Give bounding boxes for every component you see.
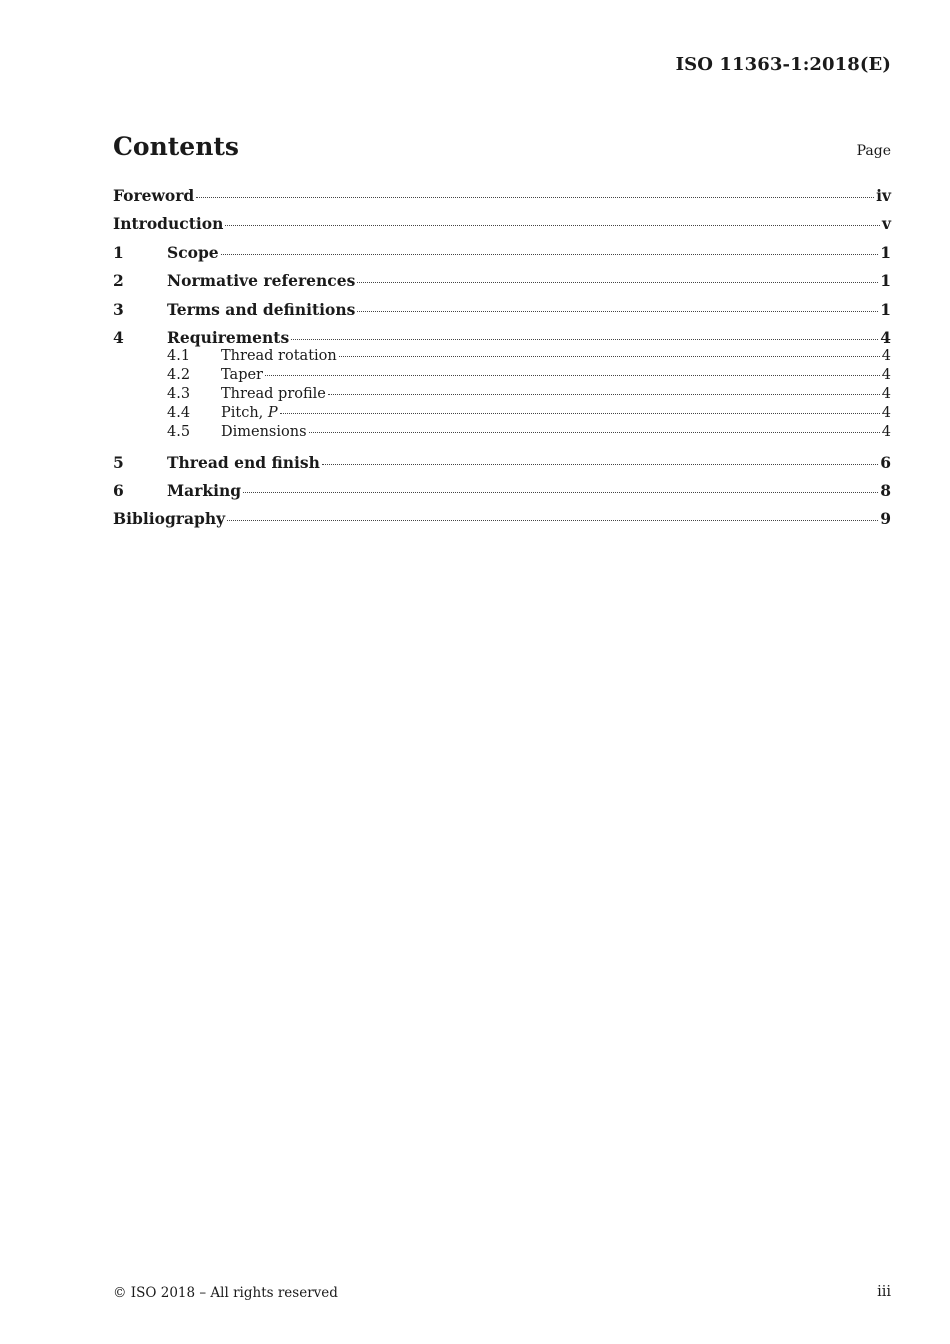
toc-entry-title: Taper [221, 367, 263, 383]
footer-page-number: iii [877, 1284, 891, 1300]
toc-entry-title: Bibliography [113, 509, 226, 528]
dot-leader [280, 413, 880, 414]
toc-entry-title: Thread profile [221, 386, 326, 402]
toc-entry-page: v [881, 214, 891, 233]
toc-entry-number: 4.2 [167, 367, 191, 383]
footer-copyright: © ISO 2018 – All rights reserved [113, 1285, 338, 1301]
toc-entry-title: Dimensions [221, 424, 307, 440]
contents-title: Contents [113, 132, 240, 161]
dot-leader [243, 492, 878, 493]
dot-leader [339, 356, 880, 357]
toc-entry-bibliography[interactable] [113, 509, 891, 528]
toc-entry-page: 4 [881, 348, 891, 364]
toc-entry-number: 2 [113, 271, 124, 290]
toc-entry-number: 4.5 [167, 424, 191, 440]
dot-leader [227, 520, 878, 521]
toc-entry-number: 4.4 [167, 405, 191, 421]
toc-entry-thread-rotation[interactable] [113, 348, 891, 364]
toc-entry-title: Normative references [167, 271, 356, 290]
toc-entry-thread-end-finish[interactable] [113, 453, 891, 472]
toc-entry-title: Thread rotation [221, 348, 337, 364]
toc-entry-number: 4.1 [167, 348, 191, 364]
toc-entry-normative-references[interactable] [113, 271, 891, 290]
toc-entry-dimensions[interactable] [113, 424, 891, 440]
toc-entry-page: 1 [880, 271, 891, 290]
dot-leader [357, 311, 878, 312]
toc-entry-page: 4 [880, 328, 891, 347]
dot-leader [357, 282, 878, 283]
toc-entry-title: Foreword [113, 186, 195, 205]
toc-entry-page: 6 [880, 453, 891, 472]
toc-entry-requirements[interactable] [113, 328, 891, 347]
toc-entry-title: Thread end finish [167, 453, 320, 472]
toc-entry-pitch[interactable] [113, 405, 891, 421]
toc-entry-title: Marking [167, 481, 242, 500]
toc-entry-taper[interactable] [113, 367, 891, 383]
page-column-label: Page [856, 143, 891, 159]
pitch-symbol: P [267, 405, 278, 421]
dot-leader [221, 254, 879, 255]
dot-leader [196, 197, 874, 198]
toc-entry-number: 1 [113, 243, 124, 262]
toc-entry-page: 4 [881, 405, 891, 421]
toc-entry-title: Terms and definitions [167, 300, 356, 319]
toc-entry-number: 5 [113, 453, 124, 472]
dot-leader [322, 464, 878, 465]
toc-entry-page: 9 [880, 509, 891, 528]
toc-entry-page: 1 [880, 243, 891, 262]
document-id: ISO 11363-1:2018(E) [675, 54, 891, 75]
toc-entry-title: Introduction [113, 214, 224, 233]
toc-entry-title: Requirements [167, 328, 290, 347]
toc-entry-page: 1 [880, 300, 891, 319]
toc-entry-number: 4.3 [167, 386, 191, 402]
toc-entry-page: 4 [881, 386, 891, 402]
toc-entry-title [221, 405, 278, 421]
toc-entry-page: 8 [880, 481, 891, 500]
toc-entry-introduction[interactable] [113, 214, 891, 233]
dot-leader [225, 225, 880, 226]
dot-leader [309, 432, 880, 433]
toc-entry-page: 4 [881, 424, 891, 440]
toc-entry-title: Scope [167, 243, 219, 262]
toc-entry-page: 4 [881, 367, 891, 383]
toc-entry-foreword[interactable] [113, 186, 891, 205]
toc-entry-page: iv [876, 186, 891, 205]
toc-entry-number: 3 [113, 300, 124, 319]
toc-entry-scope[interactable] [113, 243, 891, 262]
dot-leader [291, 339, 878, 340]
toc-entry-number: 4 [113, 328, 124, 347]
toc-entry-number: 6 [113, 481, 124, 500]
dot-leader [328, 394, 880, 395]
dot-leader [265, 375, 880, 376]
toc-entry-title-text: Pitch, [221, 405, 268, 421]
toc-entry-marking[interactable] [113, 481, 891, 500]
toc-entry-terms-and-definitions[interactable] [113, 300, 891, 319]
toc-entry-thread-profile[interactable] [113, 386, 891, 402]
